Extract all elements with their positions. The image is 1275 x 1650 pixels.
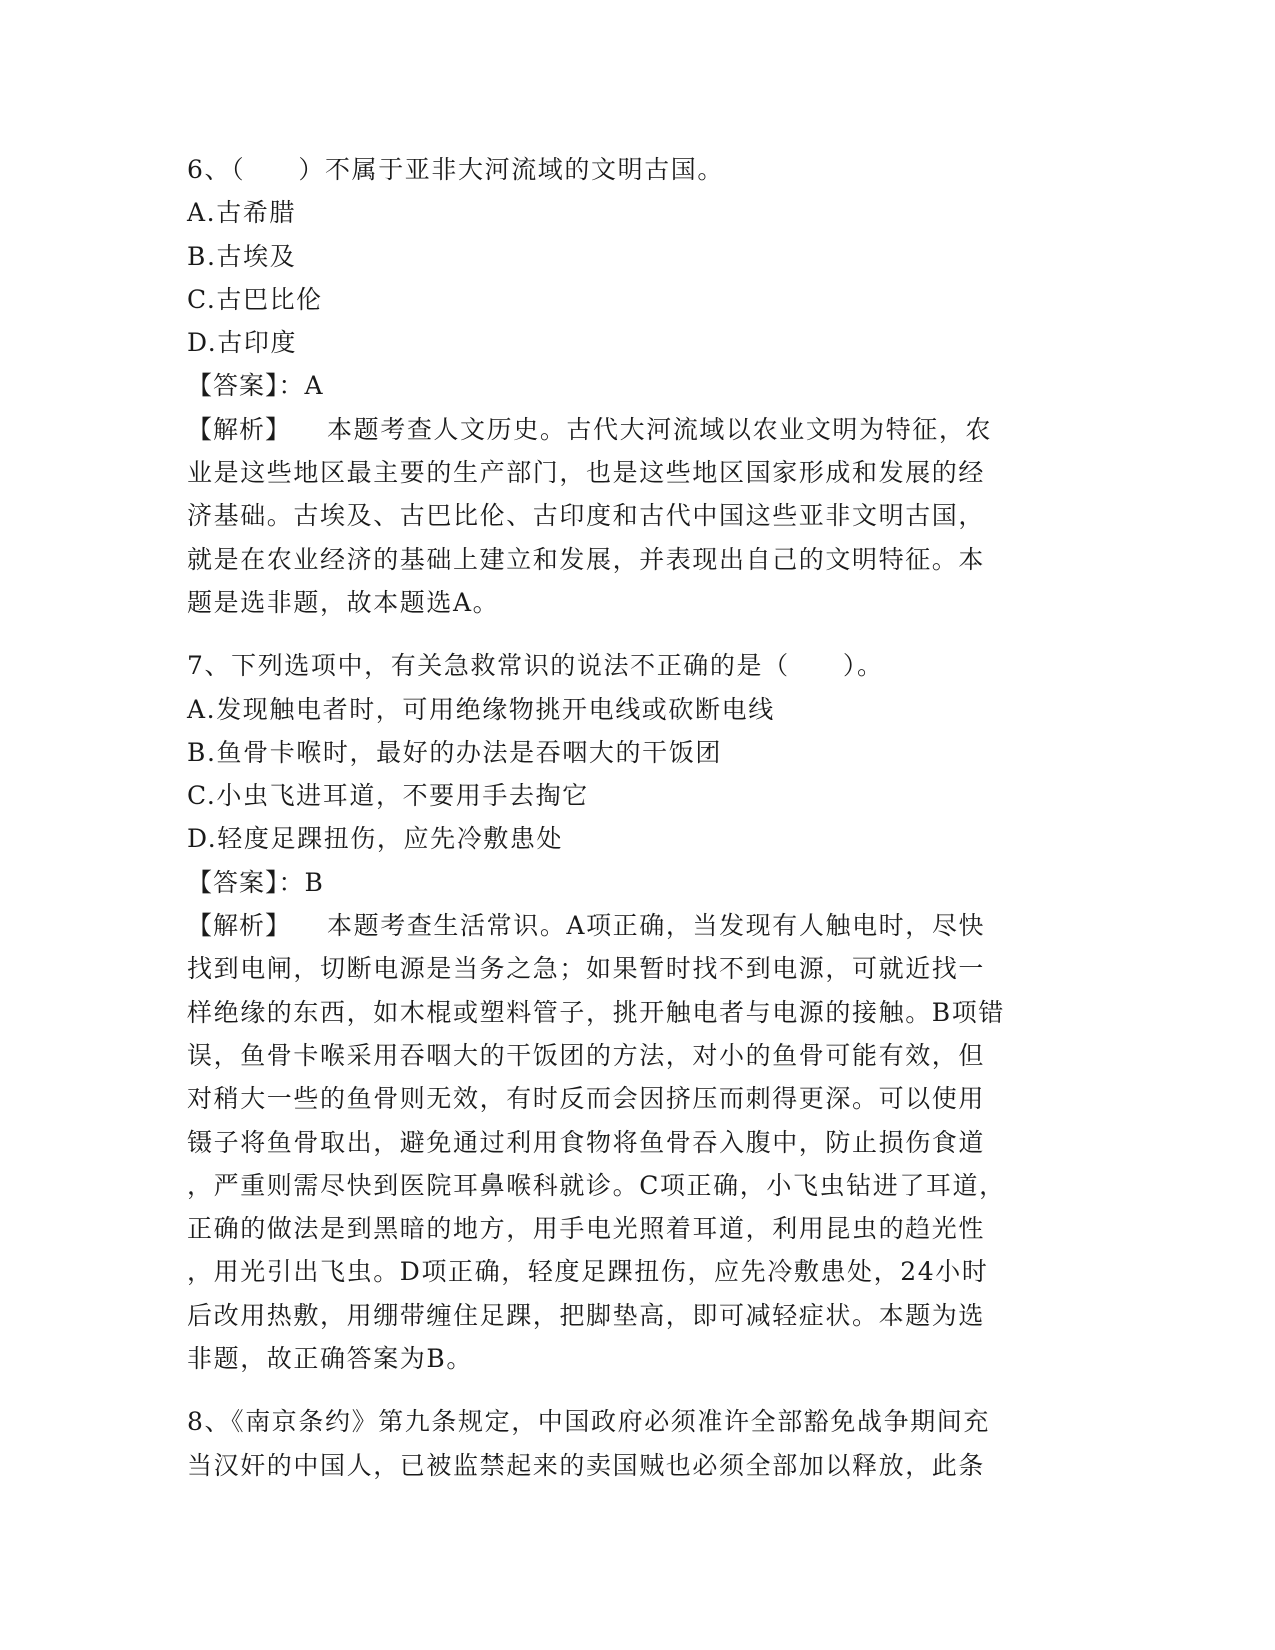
analysis-label: 【解析】 (187, 911, 292, 941)
question-stem: 当汉奸的中国人，已被监禁起来的卖国贼也必须全部加以释放，此条 (187, 1450, 986, 1480)
analysis-text: 误，鱼骨卡喉采用吞咽大的干饭团的方法，对小的鱼骨可能有效，但 (187, 1040, 986, 1070)
option-b: B.古埃及 (187, 241, 297, 271)
option-b: B.鱼骨卡喉时，最好的办法是吞咽大的干饭团 (187, 737, 722, 767)
answer-value: B (304, 867, 325, 897)
analysis-text: 后改用热敷，用绷带缠住足踝，把脚垫高，即可减轻症状。本题为选 (187, 1300, 986, 1330)
analysis-label: 【解析】 (187, 414, 292, 444)
question-6 (187, 148, 1087, 624)
option-d: D.轻度足踝扭伤，应先冷敷患处 (187, 824, 564, 854)
analysis-text: 正确的做法是到黑暗的地方，用手电光照着耳道，利用昆虫的趋光性 (187, 1214, 986, 1244)
analysis-text: 对稍大一些的鱼骨则无效，有时反而会因挤压而刺得更深。可以使用 (187, 1084, 986, 1114)
option-d: D.古印度 (187, 328, 298, 358)
analysis-line (187, 904, 1087, 947)
analysis-text: ，用光引出飞虫。D项正确，轻度足踝扭伤，应先冷敷患处，24小时 (187, 1257, 989, 1287)
analysis-text: ，严重则需尽快到医院耳鼻喉科就诊。C项正确，小飞虫钻进了耳道， (187, 1170, 1006, 1200)
option-c: C.古巴比伦 (187, 284, 323, 314)
option-c: C.小虫飞进耳道，不要用手去掏它 (187, 781, 589, 811)
analysis-text: 题是选非题，故本题选A。 (187, 587, 500, 617)
question-stem: 6、（ ）不属于亚非大河流域的文明古国。 (187, 155, 725, 184)
analysis-text: 业是这些地区最主要的生产部门，也是这些地区国家形成和发展的经 (187, 458, 986, 488)
document-page (187, 148, 1087, 1487)
analysis-text: 样绝缘的东西，如木棍或塑料管子，挑开触电者与电源的接触。B项错 (187, 997, 1005, 1027)
question-stem: 8、《南京条约》第九条规定，中国政府必须准许全部豁免战争期间充 (187, 1407, 991, 1437)
analysis-text: 找到电闸，切断电源是当务之急；如果暂时找不到电源，可就近找一 (187, 954, 986, 984)
analysis-text: 就是在农业经济的基础上建立和发展，并表现出自己的文明特征。本 (187, 544, 986, 574)
answer-label: 【答案】： (187, 867, 305, 897)
analysis-text: 本题考查人文历史。古代大河流域以农业文明为特征，农 (327, 414, 993, 444)
answer-line (187, 861, 1087, 904)
question-7 (187, 644, 1087, 1380)
answer-line (187, 364, 1087, 407)
answer-value: A (304, 371, 325, 401)
analysis-text: 镊子将鱼骨取出，避免通过利用食物将鱼骨吞入腹中，防止损伤食道 (187, 1127, 986, 1157)
analysis-text: 非题，故正确答案为B。 (187, 1344, 473, 1374)
option-a: A.发现触电者时，可用绝缘物挑开电线或砍断电线 (187, 694, 775, 724)
answer-label: 【答案】： (187, 371, 305, 401)
question-8 (187, 1400, 1087, 1487)
analysis-line (187, 408, 1087, 451)
analysis-text: 济基础。古埃及、古巴比伦、古印度和古代中国这些亚非文明古国， (187, 501, 986, 531)
question-stem: 7、下列选项中，有关急救常识的说法不正确的是（ ）。 (187, 651, 884, 681)
analysis-text: 本题考查生活常识。A项正确，当发现有人触电时，尽快 (327, 911, 986, 941)
option-a: A.古希腊 (187, 198, 297, 228)
